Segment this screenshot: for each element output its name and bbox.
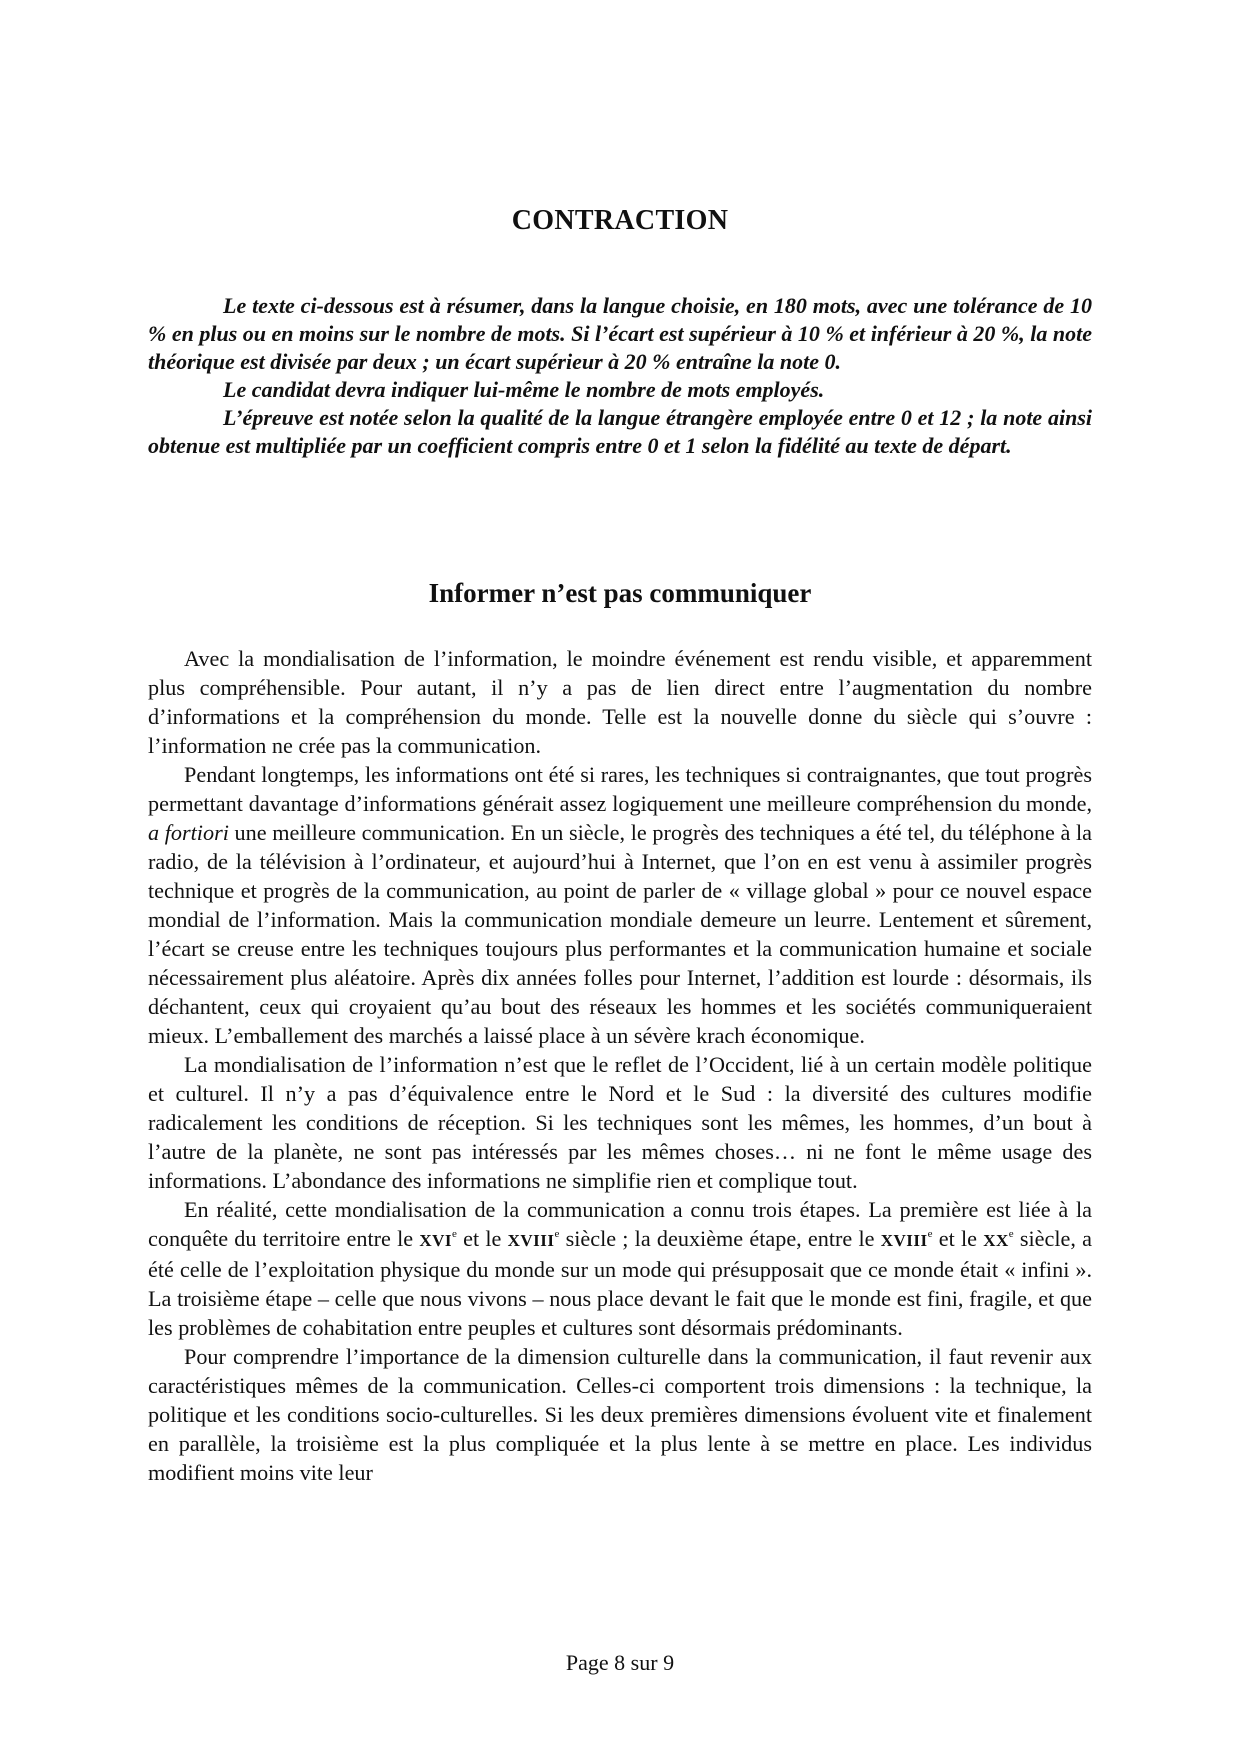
- text-run: En réalité, cette mondialisation de la communication a connu trois étapes. La première est liée à la conquête du territoire entre le: [148, 1197, 1092, 1251]
- instructions-paragraph: Le texte ci-dessous est à résumer, dans la langue choisie, en 180 mots, avec une tolérance de 10 % en plus ou en moins sur le nombre de mots. Si l’écart est supérieur à 10 % et inférieur à 20 %, la note théorique est divisée par deux ; un écart supérieur à 20 % entraîne la note 0.: [148, 293, 1092, 374]
- century-numeral: XVIII: [880, 1231, 928, 1250]
- article-paragraph: La mondialisation de l’information n’est que le reflet de l’Occident, lié à un certain modèle politique et culturel. Il n’y a pas d’équivalence entre le Nord et le Sud : la diversité des cultures modifie radicalement les conditions de réception. Si les techniques sont les mêmes, les hommes, d’un bout à l’autre de la planète, ne sont pas intéressés par les mêmes choses… ni ne font le même usage des informations. L’abondance des informations ne simplifie rien et complique tout.: [148, 1052, 1092, 1193]
- page-title: CONTRACTION: [511, 205, 729, 236]
- text-run: siècle, a été celle de l’exploitation physique du monde sur un mode qui présupposait que ce monde était « infini ». La troisième étape – celle que nous vivons – nous place devant le fait que le monde est fini, fragile, et que les problèmes de cohabitation entre peuples et cultures sont désormais prédominants.: [148, 1226, 1092, 1340]
- century-suffix: e: [1008, 1228, 1014, 1240]
- instructions-paragraph: Le candidat devra indiquer lui-même le nombre de mots employés.: [223, 377, 825, 402]
- article-paragraph: Avec la mondialisation de l’information, le moindre événement est rendu visible, et apparemment plus compréhensible. Pour autant, il n’y a pas de lien direct entre l’augmentation du nombre d’informations et la compréhension du monde. Telle est la nouvelle donne du siècle qui s’ouvre : l’information ne crée pas la communication.: [148, 646, 1092, 758]
- century-suffix: e: [452, 1228, 457, 1240]
- text-run: et le: [456, 1226, 508, 1251]
- century-suffix: e: [927, 1228, 933, 1240]
- italic-term: a fortiori: [148, 820, 229, 845]
- article-paragraph: Pour comprendre l’importance de la dimension culturelle dans la communication, il faut revenir aux caractéristiques mêmes de la communication. Celles-ci comportent trois dimensions : la technique, la politique et les conditions socio-culturelles. Si les deux premières dimensions évoluent vite et finalement en parallèle, la troisième est la plus compliquée et la plus lente à se mettre en place. Les individus modifient moins vite leur: [148, 1344, 1092, 1485]
- page-number: Page 8 sur 9: [565, 1650, 675, 1675]
- text-run: Pendant longtemps, les informations ont été si rares, les techniques si contraignantes, que tout progrès permettant davantage d’informations générait assez logiquement une meilleure compréhension du monde,: [148, 762, 1092, 816]
- text-run: une meilleure communication. En un siècle, le progrès des techniques a été tel, du téléphone à la radio, de la télévision à l’ordinateur, et aujourd’hui à Internet, que l’on en est venu à assimiler progrès technique et progrès de la communication, au point de parler de « village global » pour ce nouvel espace mondial de l’information. Mais la communication mondiale demeure un leurre. Lentement et sûrement, l’écart se creuse entre les techniques toujours plus performantes et la communication humaine et sociale nécessairement plus aléatoire. Après dix années folles pour Internet, l’addition est lourde : désormais, ils déchantent, ceux qui croyaient qu’au bout des réseaux les hommes et les sociétés communiqueraient mieux. L’emballement des marchés a laissé place à un sévère krach économique.: [148, 820, 1092, 1048]
- century-numeral: XVIII: [507, 1231, 555, 1250]
- article-title: Informer n’est pas communiquer: [428, 578, 812, 608]
- century-numeral: XX: [983, 1231, 1009, 1250]
- text-run: siècle ; la deuxième étape, entre le: [559, 1226, 881, 1251]
- article-paragraph: [148, 1195, 1092, 1342]
- instructions-paragraph: L’épreuve est notée selon la qualité de la langue étrangère employée entre 0 et 12 ; la note ainsi obtenue est multipliée par un coefficient compris entre 0 et 1 selon la fidélité au texte de départ.: [148, 405, 1092, 458]
- century-numeral: XVI: [419, 1231, 452, 1250]
- article-paragraph: [148, 760, 1092, 1050]
- text-run: et le: [932, 1226, 984, 1251]
- instructions-block: [148, 292, 1092, 460]
- century-suffix: e: [554, 1228, 560, 1240]
- article-body: [148, 644, 1092, 1487]
